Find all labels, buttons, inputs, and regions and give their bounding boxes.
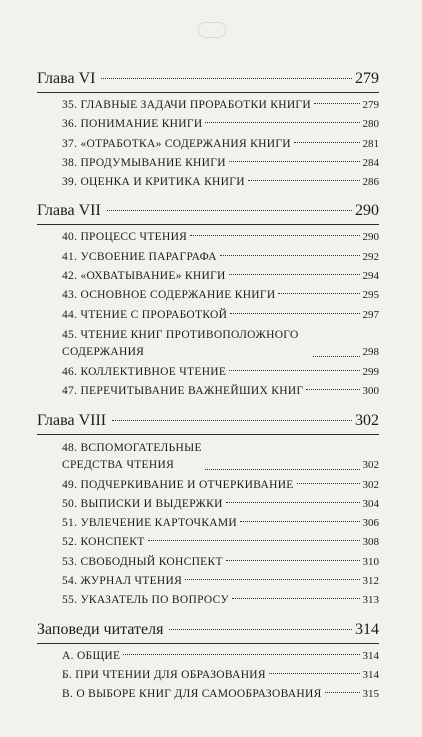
page-number: 290 <box>355 202 379 220</box>
chapter-title: Заповеди читателя <box>37 620 164 638</box>
section-title: 35. ГЛАВНЫЕ ЗАДАЧИ ПРОРАБОТКИ КНИГИ <box>62 99 311 111</box>
toc-item <box>37 476 379 495</box>
section-title: 36. ПОНИМАНИЕ КНИГИ <box>62 118 203 131</box>
page-number: 300 <box>362 385 379 398</box>
page-number: 314 <box>362 649 379 662</box>
page-number: 286 <box>362 176 379 189</box>
section-title: 53. СВОБОДНЫЙ КОНСПЕКТ <box>62 555 223 568</box>
page-number: 292 <box>362 250 379 263</box>
page-number: 302 <box>362 478 379 491</box>
dot-leader <box>220 255 360 256</box>
page-number: 279 <box>355 70 379 87</box>
page-number: 284 <box>362 156 379 169</box>
dot-leader <box>190 235 359 236</box>
chapter-title: Глава VII <box>37 202 101 220</box>
chapter-rule <box>37 224 379 225</box>
toc-chapter <box>37 200 379 222</box>
dot-leader <box>205 469 360 470</box>
section-title: 41. УСВОЕНИЕ ПАРАГРАФА <box>62 250 217 263</box>
dot-leader <box>148 540 360 541</box>
toc-item <box>37 115 379 134</box>
chapter-title: Глава VIII <box>37 411 107 429</box>
page-number: 294 <box>362 270 379 283</box>
section-title: Б. ПРИ ЧТЕНИИ ДЛЯ ОБРАЗОВАНИЯ <box>62 668 266 681</box>
toc-chapter <box>37 68 379 90</box>
page-number: 290 <box>362 231 379 244</box>
toc-item <box>37 382 379 401</box>
toc-item <box>37 514 379 533</box>
toc-item <box>37 591 379 610</box>
section-title: 54. ЖУРНАЛ ЧТЕНИЯ <box>62 575 183 588</box>
toc-item <box>37 553 379 572</box>
toc-item <box>37 96 379 115</box>
dot-leader <box>229 274 360 275</box>
dot-leader <box>226 560 360 561</box>
section-title: 44. ЧТЕНИЕ С ПРОРАБОТКОЙ <box>62 308 228 321</box>
toc-chapter <box>37 619 379 641</box>
page-number: 302 <box>355 411 379 429</box>
toc-item <box>37 325 379 363</box>
page-number: 312 <box>362 575 379 588</box>
section-title: В. О ВЫБОРЕ КНИГ ДЛЯ САМООБРАЗОВАНИЯ <box>62 688 322 701</box>
dot-leader <box>229 370 359 371</box>
bleed-through-text <box>0 8 422 18</box>
bleed-through-text <box>0 36 422 46</box>
chapter-title: Глава VI <box>37 70 96 87</box>
section-title: 45. ЧТЕНИЕ КНИГ ПРОТИВОПОЛОЖНОГО СОДЕРЖАНИЯ <box>62 328 299 358</box>
dot-leader <box>325 692 360 693</box>
dot-leader <box>205 122 359 123</box>
chapter-rule <box>37 434 379 435</box>
dot-leader <box>248 180 360 181</box>
dot-leader <box>123 654 359 655</box>
toc-item <box>37 248 379 267</box>
section-title: 38. ПРОДУМЫВАНИЕ КНИГИ <box>62 156 226 169</box>
dot-leader <box>297 483 360 484</box>
dot-leader <box>107 210 352 211</box>
chapter-rule <box>37 92 379 93</box>
section-title: 43. ОСНОВНОЕ СОДЕРЖАНИЕ КНИГИ <box>62 289 276 302</box>
section-title: 47. ПЕРЕЧИТЫВАНИЕ ВАЖНЕЙШИХ КНИГ <box>62 385 304 398</box>
toc-item <box>37 135 379 154</box>
toc-item <box>37 572 379 591</box>
section-title: 42. «ОХВАТЫВАНИЕ» КНИГИ <box>62 270 226 283</box>
toc-item <box>37 154 379 173</box>
toc-item <box>37 495 379 514</box>
section-title: 40. ПРОЦЕСС ЧТЕНИЯ <box>62 231 188 244</box>
page-number: 304 <box>362 497 379 510</box>
dot-leader <box>229 161 360 162</box>
section-title: 37. «ОТРАБОТКА» СОДЕРЖАНИЯ КНИГИ <box>62 137 291 150</box>
dot-leader <box>101 78 352 79</box>
toc-item <box>37 666 379 685</box>
section-title: 46. КОЛЛЕКТИВНОЕ ЧТЕНИЕ <box>62 365 227 378</box>
section-title: А. ОБЩИЕ <box>62 649 121 662</box>
page-number: 295 <box>362 289 379 302</box>
page-number: 310 <box>362 555 379 568</box>
dot-leader <box>294 142 360 143</box>
page-number: 314 <box>362 668 379 681</box>
page-number: 299 <box>362 365 379 378</box>
dot-leader <box>232 598 360 599</box>
page-number: 308 <box>362 536 379 549</box>
toc-item <box>37 267 379 286</box>
section-title: 39. ОЦЕНКА И КРИТИКА КНИГИ <box>62 176 245 189</box>
toc-item <box>37 286 379 305</box>
page-number: 314 <box>355 620 379 638</box>
dot-leader <box>230 313 359 314</box>
toc-item <box>37 647 379 666</box>
dot-leader <box>226 502 360 503</box>
section-title: 55. УКАЗАТЕЛЬ ПО ВОПРОСУ <box>62 594 229 607</box>
chapter-rule <box>37 643 379 644</box>
toc-item <box>37 533 379 552</box>
toc-item <box>37 363 379 382</box>
page-number: 306 <box>362 517 379 530</box>
dot-leader <box>112 420 352 421</box>
dot-leader <box>313 356 360 357</box>
page-number: 313 <box>362 594 379 607</box>
page-number: 298 <box>362 345 379 358</box>
dot-leader <box>306 389 359 390</box>
toc-item <box>37 685 379 704</box>
page-number: 281 <box>362 137 379 150</box>
dot-leader <box>269 673 360 674</box>
page-number: 297 <box>362 308 379 321</box>
section-title: 48. ВСПОМОГАТЕЛЬНЫЕ СРЕДСТВА ЧТЕНИЯ <box>62 441 202 471</box>
table-of-contents <box>37 68 379 705</box>
toc-chapter <box>37 410 379 432</box>
section-title: 49. ПОДЧЕРКИВАНИЕ И ОТЧЕРКИВАНИЕ <box>62 478 294 491</box>
section-title: 52. КОНСПЕКТ <box>62 536 145 549</box>
dot-leader <box>314 103 360 104</box>
section-title: 50. ВЫПИСКИ И ВЫДЕРЖКИ <box>62 497 223 510</box>
page-number: 315 <box>362 688 379 701</box>
toc-item <box>37 306 379 325</box>
page-number: 302 <box>362 458 379 471</box>
dot-leader <box>278 293 359 294</box>
toc-item <box>37 438 379 476</box>
dot-leader <box>185 579 359 580</box>
dot-leader <box>169 629 352 630</box>
page-number: 280 <box>362 118 379 131</box>
dot-leader <box>240 521 359 522</box>
section-title: 51. УВЛЕЧЕНИЕ КАРТОЧКАМИ <box>62 517 238 530</box>
toc-item <box>37 173 379 192</box>
page-number: 279 <box>362 99 379 111</box>
toc-item <box>37 228 379 247</box>
